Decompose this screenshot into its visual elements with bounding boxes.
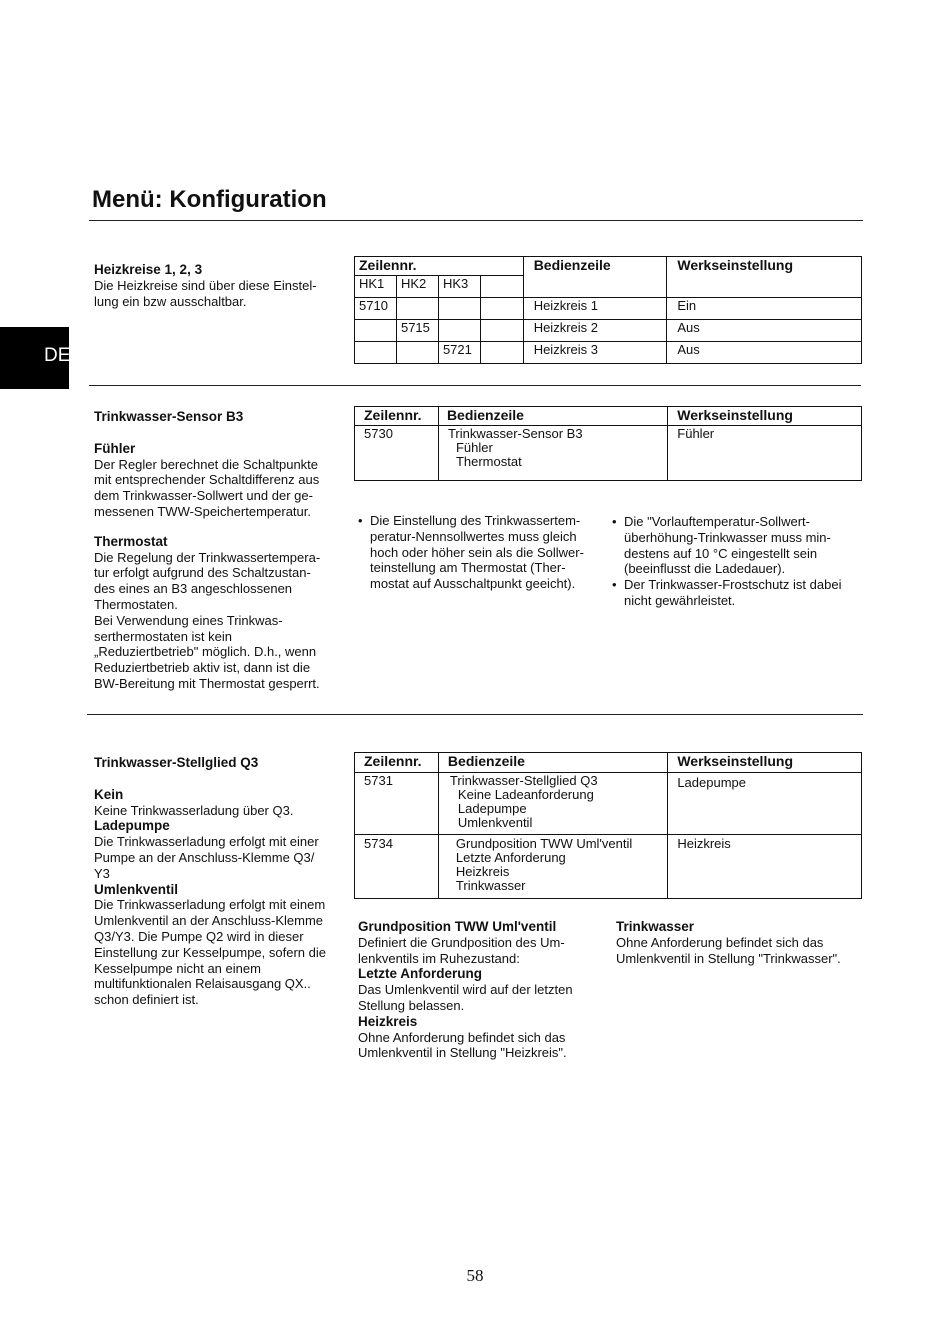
cell-hk2: 5715 <box>396 320 438 342</box>
cell-hk1 <box>355 342 397 364</box>
text-line: Keine Trinkwasserladung über Q3. <box>94 802 294 818</box>
trinkwasser-stellglied-table <box>354 752 862 899</box>
text-line: Bei Verwendung eines Trinkwas- <box>94 612 283 628</box>
text-line: Ohne Anforderung befindet sich das <box>358 1029 566 1045</box>
text-line: lenkventils im Ruhezustand: <box>358 950 520 966</box>
header-bedienzeile: Bedienzeile <box>438 407 667 426</box>
text-line: • Die "Vorlauftemperatur-Sollwert- <box>624 514 810 529</box>
option-item: Umlenkventil <box>457 815 533 830</box>
header-bedienzeile: Bedienzeile <box>523 257 667 298</box>
bullet-item <box>612 514 862 577</box>
language-tab-label: DE <box>44 345 71 366</box>
cell-empty <box>480 320 523 342</box>
option-item: Fühler <box>455 440 493 455</box>
option-item: Letzte Anforderung <box>455 850 566 865</box>
cell-empty <box>480 342 523 364</box>
note-left <box>358 513 603 592</box>
header-zeilennr: Zeilennr. <box>355 753 439 773</box>
header-bedienzeile: Bedienzeile <box>438 753 667 773</box>
text-line: mostat auf Ausschaltpunkt geeicht). <box>370 576 576 592</box>
cell-hk1: 5710 <box>355 298 397 320</box>
text-line: „Reduziertbetrieb" möglich. D.h., wenn <box>94 644 317 660</box>
text-line: nicht gewährleistet. <box>624 592 736 608</box>
text-line: serthermostaten ist kein <box>94 628 233 644</box>
section-heading: Trinkwasser-Sensor B3 <box>94 409 244 424</box>
text-line: teinstellung am Thermostat (Ther- <box>370 560 566 576</box>
text-line: Stellung belassen. <box>358 997 465 1013</box>
text-line: überhöhung-Trinkwasser muss min- <box>624 529 831 545</box>
header-werkseinstellung: Werkseinstellung <box>667 257 862 298</box>
heizkreise-table <box>354 256 862 364</box>
cell-werkseinstellung: Fühler <box>668 426 862 481</box>
subheading-fuehler: Fühler <box>94 440 136 456</box>
text-line: peratur-Nennsollwertes muss gleich <box>370 528 577 544</box>
cell-hk3 <box>438 320 480 342</box>
text-line: Ohne Anforderung befindet sich das <box>616 934 824 950</box>
cell-bedienzeile: Heizkreis 3 <box>523 342 667 364</box>
cell-zeilennr: 5730 <box>355 426 439 481</box>
cell-werkseinstellung: Heizkreis <box>668 835 862 899</box>
sub-header-hk1: HK1 <box>355 276 397 298</box>
section-heading: Heizkreise 1, 2, 3 <box>94 262 203 277</box>
option-main: Grundposition TWW Uml'ventil <box>455 836 633 851</box>
cell-werkseinstellung: Aus <box>667 342 862 364</box>
bullet-item <box>358 513 603 592</box>
section-divider <box>89 385 861 386</box>
text-line: destens auf 10 °C eingestellt sein <box>624 545 818 561</box>
text-line: Y3 <box>94 865 110 881</box>
cell-bedienzeile <box>438 773 667 835</box>
text-line: Pumpe an der Anschluss-Klemme Q3/ <box>94 849 315 865</box>
sub-header-hk3: HK3 <box>438 276 480 298</box>
text-line: Kesselpumpe nicht an einem <box>94 960 261 976</box>
table-row <box>355 773 862 835</box>
text-line: lung ein bzw ausschaltbar. <box>94 293 247 309</box>
subheading-thermostat: Thermostat <box>94 533 168 549</box>
text-line: Q3/Y3. Die Pumpe Q2 wird in dieser <box>94 928 304 944</box>
text-line: schon definiert ist. <box>94 992 199 1008</box>
section-trinkwasser-stellglied <box>94 755 344 1008</box>
text-line: tur erfolgt aufgrund des Schaltzustan- <box>94 565 311 581</box>
text-line: Die Trinkwasserladung erfolgt mit einer <box>94 834 319 850</box>
text-line: dem Trinkwasser-Sollwert und der ge- <box>94 488 313 504</box>
option-item: Keine Ladeanforderung <box>457 787 594 802</box>
text-line: messenen TWW-Speichertemperatur. <box>94 503 311 519</box>
sub-header-hk2: HK2 <box>396 276 438 298</box>
cell-werkseinstellung: Aus <box>667 320 862 342</box>
text-line: (beeinflusst die Ladedauer). <box>624 561 786 577</box>
cell-bedienzeile <box>438 835 667 899</box>
subheading-ladepumpe: Ladepumpe <box>94 818 170 834</box>
explanation-left <box>358 919 608 1061</box>
cell-hk2 <box>396 342 438 364</box>
cell-empty <box>480 298 523 320</box>
cell-hk3: 5721 <box>438 342 480 364</box>
section-trinkwasser-sensor <box>94 409 344 692</box>
cell-werkseinstellung: Ein <box>667 298 862 320</box>
table-row <box>355 298 862 320</box>
bullet-item <box>612 577 862 609</box>
option-item: Thermostat <box>455 454 522 469</box>
language-tab <box>0 327 69 389</box>
option-item: Trinkwasser <box>455 878 526 893</box>
header-zeilennr: Zeilennr. <box>355 407 439 426</box>
option-item: Heizkreis <box>455 864 510 879</box>
subheading-trinkwasser: Trinkwasser <box>616 919 695 934</box>
text-line: Das Umlenkventil wird auf der letzten <box>358 982 573 998</box>
cell-zeilennr: 5734 <box>355 835 439 899</box>
header-zeilennr: Zeilennr. <box>355 257 524 276</box>
text-line: Der Regler berechnet die Schaltpunkte <box>94 456 319 472</box>
subheading-letzte-anforderung: Letzte Anforderung <box>358 966 482 982</box>
page-number: 58 <box>466 1266 484 1285</box>
cell-zeilennr: 5731 <box>355 773 439 835</box>
subheading-kein: Kein <box>94 786 124 802</box>
subheading-grundposition: Grundposition TWW Uml'ventil <box>358 919 557 934</box>
text-line: Definiert die Grundposition des Um- <box>358 934 565 950</box>
cell-hk1 <box>355 320 397 342</box>
cell-bedienzeile: Heizkreis 2 <box>523 320 667 342</box>
table-row <box>355 342 862 364</box>
cell-hk2 <box>396 298 438 320</box>
text-line: Thermostaten. <box>94 596 178 612</box>
explanation-right <box>616 919 862 966</box>
cell-hk3 <box>438 298 480 320</box>
table-row <box>355 426 862 481</box>
text-line: hoch oder höher sein als die Sollwer- <box>370 544 584 560</box>
text-line: • Der Trinkwasser-Frostschutz ist dabei <box>624 577 842 593</box>
cell-bedienzeile <box>438 426 667 481</box>
option-item: Ladepumpe <box>457 801 527 816</box>
note-right <box>612 514 862 609</box>
header-werkseinstellung: Werkseinstellung <box>668 407 862 426</box>
subheading-umlenkventil: Umlenkventil <box>94 881 179 897</box>
trinkwasser-sensor-table <box>354 406 862 481</box>
text-line: Die Regelung der Trinkwassertempera- <box>94 549 321 565</box>
text-line: • Die Einstellung des Trinkwassertem- <box>370 513 581 528</box>
section-divider <box>87 714 863 715</box>
header-werkseinstellung: Werkseinstellung <box>668 753 862 773</box>
subheading-heizkreis: Heizkreis <box>358 1013 418 1029</box>
table-row <box>355 835 862 899</box>
text-line: multifunktionalen Relaisausgang QX.. <box>94 976 311 992</box>
text-line: Einstellung zur Kesselpumpe, sofern die <box>94 944 326 960</box>
option-main: Trinkwasser-Sensor B3 <box>447 426 583 441</box>
text-line: des eines an B3 angeschlossenen <box>94 581 293 597</box>
section-heading: Trinkwasser-Stellglied Q3 <box>94 755 259 770</box>
text-line: mit entsprechender Schaltdifferenz aus <box>94 472 320 488</box>
sub-header-empty <box>480 276 523 298</box>
text-line: Die Trinkwasserladung erfolgt mit einem <box>94 897 326 913</box>
text-line: Umlenkventil in Stellung "Trinkwasser". <box>616 950 841 966</box>
table-row <box>355 320 862 342</box>
text-line: BW-Bereitung mit Thermostat gesperrt. <box>94 675 320 691</box>
cell-werkseinstellung: Ladepumpe <box>668 773 862 835</box>
cell-bedienzeile: Heizkreis 1 <box>523 298 667 320</box>
text-line: Umlenkventil in Stellung "Heizkreis". <box>358 1045 567 1061</box>
section-heizkreise <box>94 262 334 309</box>
page-title: Menü: Konfiguration <box>92 186 327 213</box>
text-line: Reduziertbetrieb aktiv ist, dann ist die <box>94 660 311 676</box>
title-divider <box>89 220 863 221</box>
text-line: Die Heizkreise sind über diese Einstel- <box>94 277 317 293</box>
text-line: Umlenkventil an der Anschluss-Klemme <box>94 913 324 929</box>
option-main: Trinkwasser-Stellglied Q3 <box>449 773 598 788</box>
